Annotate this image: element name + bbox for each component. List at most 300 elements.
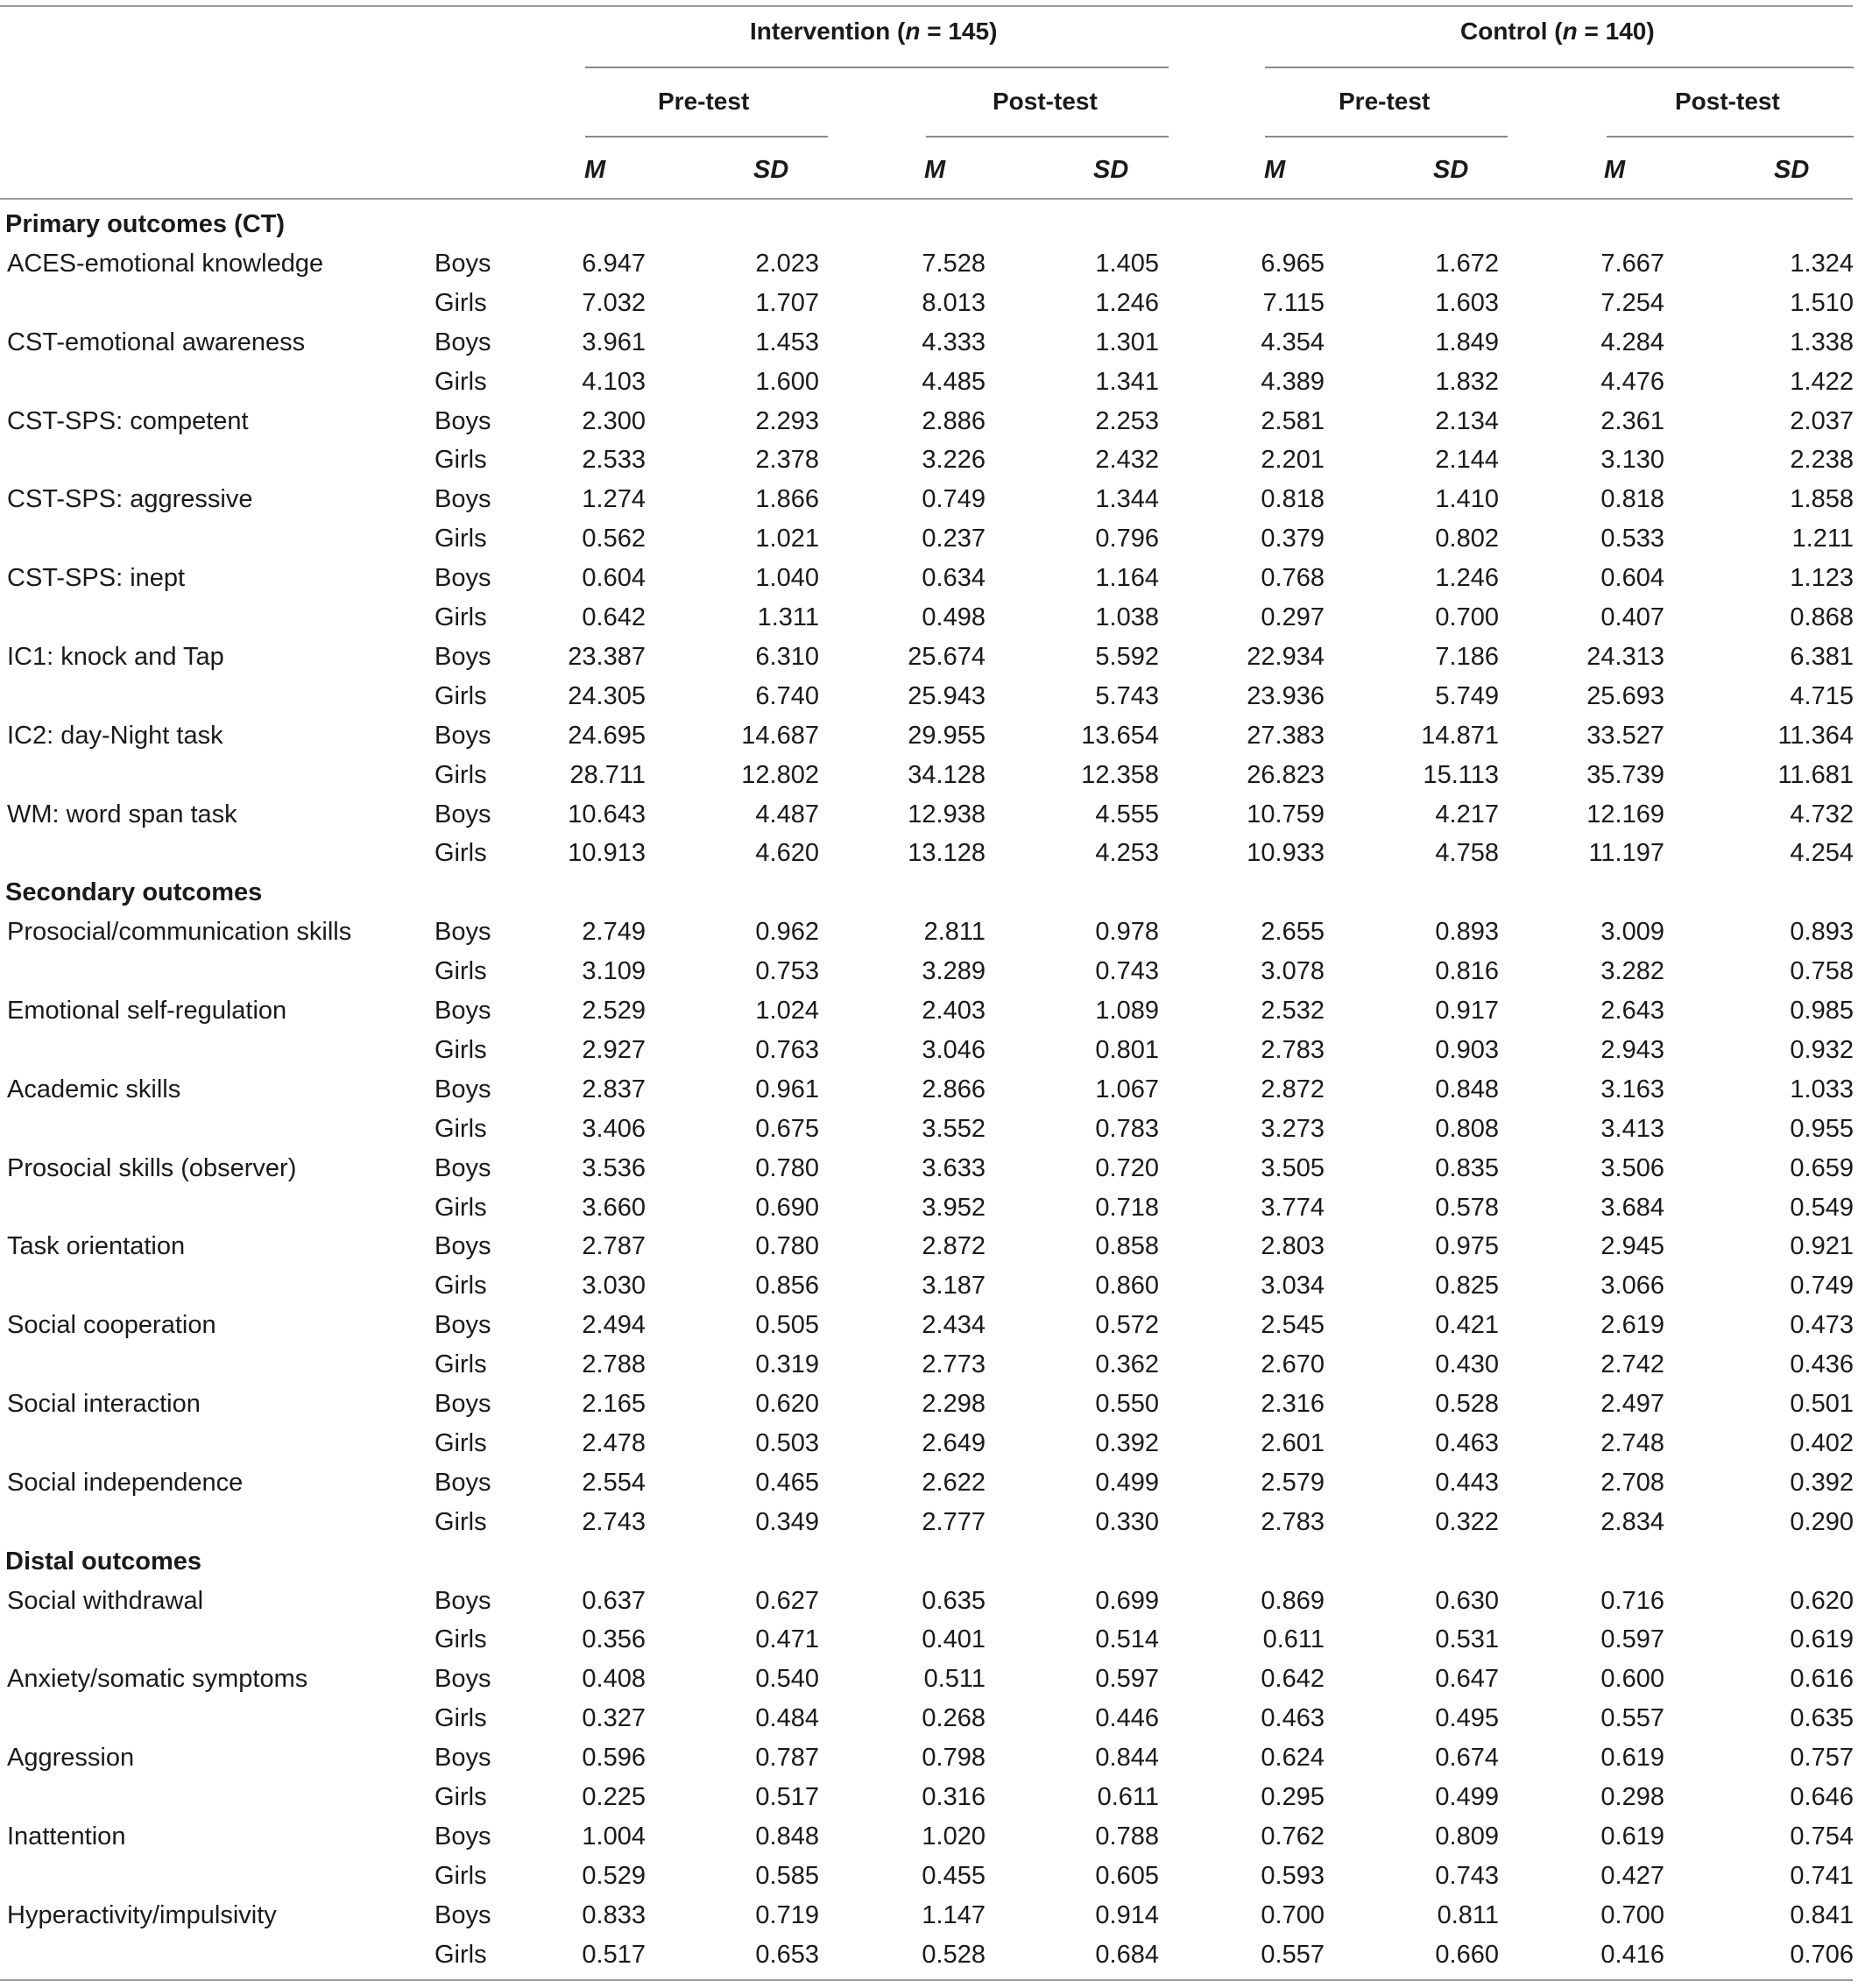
intervention-post-sd-cell: 0.978 — [1095, 918, 1159, 947]
intervention-post-sd-cell: 1.089 — [1095, 997, 1159, 1025]
control-post-sd-cell: 0.392 — [1790, 1468, 1854, 1497]
intervention-post-mean-cell: 2.866 — [922, 1075, 986, 1103]
control-pre-mean-cell: 6.965 — [1261, 249, 1325, 278]
intervention-post-mean-cell: 2.777 — [922, 1507, 986, 1536]
intervention-pre-mean-cell: 7.032 — [582, 288, 646, 317]
intervention-post-sd-cell: 0.801 — [1095, 1035, 1159, 1064]
control-label: Control ( — [1460, 18, 1563, 45]
intervention-pre-sd-cell: 2.293 — [755, 406, 819, 435]
control-post-sd-cell: 0.749 — [1790, 1272, 1854, 1301]
measure-label: Anxiety/somatic symptoms — [7, 1665, 308, 1694]
control-pre-mean-cell: 2.201 — [1261, 446, 1325, 475]
control-post-sd-cell: 1.324 — [1790, 249, 1854, 278]
control-pre-mean-cell: 22.934 — [1247, 642, 1325, 671]
intervention-post-mean-cell: 3.952 — [922, 1193, 986, 1222]
intervention-pre-sd-cell: 0.540 — [755, 1665, 819, 1694]
gender-label-girls: Girls — [434, 1272, 487, 1301]
control-post-mean-cell: 2.945 — [1600, 1232, 1664, 1261]
gender-label-boys: Boys — [434, 1822, 491, 1851]
control-post-mean-cell: 12.169 — [1586, 800, 1664, 828]
intervention-pre-mean-cell: 3.109 — [582, 957, 646, 986]
intervention-post-mean-cell: 0.316 — [922, 1783, 986, 1811]
intervention-n-value: = 145) — [920, 18, 998, 45]
intervention-post-sd-cell: 5.743 — [1095, 681, 1159, 710]
intervention-pre-mean-cell: 28.711 — [569, 760, 646, 789]
control-pre-mean-cell: 3.774 — [1261, 1193, 1325, 1222]
intervention-pre-sd-cell: 0.675 — [755, 1114, 819, 1143]
control-post-mean-cell: 35.739 — [1586, 760, 1664, 789]
intervention-post-sd-cell: 0.597 — [1095, 1665, 1159, 1694]
control-pre-mean-cell: 0.463 — [1261, 1704, 1325, 1733]
intervention-post-mean-header: M — [924, 156, 946, 184]
control-pre-mean-cell: 3.034 — [1261, 1272, 1325, 1301]
gender-label-girls: Girls — [434, 446, 487, 475]
control-pre-sd-cell: 0.463 — [1435, 1428, 1499, 1457]
control-pre-sd-cell: 0.808 — [1435, 1114, 1499, 1143]
intervention-pre-mean-cell: 1.004 — [582, 1822, 646, 1851]
measure-label: Inattention — [7, 1822, 126, 1851]
control-post-mean-cell: 3.163 — [1600, 1075, 1664, 1103]
measure-label: Social withdrawal — [7, 1586, 204, 1615]
intervention-post-sd-cell: 0.743 — [1095, 957, 1159, 986]
control-pre-mean-cell: 26.823 — [1247, 760, 1325, 789]
intervention-pre-mean-cell: 4.103 — [582, 367, 646, 396]
measure-label: CST-emotional awareness — [7, 328, 306, 356]
intervention-post-mean-cell: 0.268 — [922, 1704, 986, 1733]
control-pre-sd-cell: 0.700 — [1435, 603, 1499, 631]
control-post-sd-cell: 0.868 — [1790, 603, 1854, 631]
intervention-post-mean-cell: 34.128 — [908, 760, 986, 789]
control-post-mean-cell: 33.527 — [1586, 721, 1664, 750]
control-post-sd-cell: 0.985 — [1790, 997, 1854, 1025]
intervention-post-sd-cell: 0.860 — [1095, 1272, 1159, 1301]
gender-label-girls: Girls — [434, 1035, 487, 1064]
control-pre-mean-cell: 10.933 — [1247, 839, 1325, 868]
control-pre-mean-cell: 0.297 — [1261, 603, 1325, 631]
measure-label: CST-SPS: aggressive — [7, 485, 253, 514]
gender-label-boys: Boys — [434, 564, 491, 593]
gender-label-girls: Girls — [434, 1704, 487, 1733]
control-post-sd-cell: 4.254 — [1790, 839, 1854, 868]
intervention-pre-sd-cell: 0.503 — [755, 1428, 819, 1457]
gender-label-boys: Boys — [434, 485, 491, 514]
control-pre-sd-cell: 0.421 — [1435, 1311, 1499, 1340]
gender-label-boys: Boys — [434, 406, 491, 435]
control-pre-mean-cell: 0.624 — [1261, 1744, 1325, 1773]
gender-label-girls: Girls — [434, 367, 487, 396]
intervention-post-mean-cell: 2.872 — [922, 1232, 986, 1261]
measure-label: ACES-emotional knowledge — [7, 249, 324, 278]
control-post-mean-cell: 3.009 — [1600, 918, 1664, 947]
control-post-sd-cell: 1.033 — [1790, 1075, 1854, 1103]
intervention-pre-mean-cell: 23.387 — [568, 642, 646, 671]
control-pre-mean-cell: 0.593 — [1261, 1861, 1325, 1890]
section-heading: Secondary outcomes — [5, 878, 263, 907]
gender-label-boys: Boys — [434, 1900, 491, 1929]
gender-label-boys: Boys — [434, 997, 491, 1025]
control-group-header — [1460, 18, 1655, 46]
control-pre-mean-cell: 0.818 — [1261, 485, 1325, 514]
control-pre-sd-cell: 0.528 — [1435, 1390, 1499, 1418]
intervention-pre-sd-cell: 1.024 — [755, 997, 819, 1025]
control-pre-mean-cell: 2.532 — [1261, 997, 1325, 1025]
intervention-pre-mean-cell: 2.494 — [582, 1311, 646, 1340]
intervention-pre-mean-cell: 3.660 — [582, 1193, 646, 1222]
control-pre-sd-cell: 1.246 — [1435, 564, 1499, 593]
intervention-post-mean-cell: 2.773 — [922, 1350, 986, 1379]
intervention-post-sd-cell: 0.684 — [1095, 1940, 1159, 1969]
intervention-pre-sd-cell: 1.040 — [755, 564, 819, 593]
control-pre-sd-cell: 15.113 — [1423, 760, 1499, 789]
gender-label-boys: Boys — [434, 918, 491, 947]
control-post-mean-header: M — [1604, 156, 1626, 184]
control-post-sd-cell: 0.501 — [1790, 1390, 1854, 1418]
intervention-pre-mean-cell: 3.030 — [582, 1272, 646, 1301]
control-pre-mean-cell: 0.557 — [1261, 1940, 1325, 1969]
intervention-pre-sd-cell: 0.349 — [755, 1507, 819, 1536]
intervention-post-sd-cell: 5.592 — [1095, 642, 1159, 671]
intervention-post-mean-cell: 3.289 — [922, 957, 986, 986]
control-pre-mean-cell: 7.115 — [1262, 288, 1325, 317]
control-post-sd-cell: 1.858 — [1790, 485, 1854, 514]
control-pre-mean-cell: 0.642 — [1261, 1665, 1325, 1694]
control-pre-sd-cell: 0.825 — [1435, 1272, 1499, 1301]
intervention-pre-mean-cell: 2.927 — [582, 1035, 646, 1064]
control-group-rule — [1265, 67, 1854, 68]
control-pretest-header: Pre-test — [1339, 88, 1431, 115]
control-pre-sd-cell: 1.672 — [1435, 249, 1499, 278]
measure-label: Social independence — [7, 1468, 244, 1497]
control-post-mean-cell: 2.643 — [1600, 997, 1664, 1025]
intervention-group-rule — [585, 67, 1169, 68]
intervention-post-mean-cell: 0.237 — [922, 525, 986, 553]
control-pre-sd-cell: 0.743 — [1435, 1861, 1499, 1890]
control-post-sd-cell: 0.646 — [1790, 1783, 1854, 1811]
control-pre-mean-cell: 2.783 — [1261, 1035, 1325, 1064]
control-post-sd-cell: 0.757 — [1790, 1744, 1854, 1773]
control-post-mean-cell: 4.476 — [1600, 367, 1664, 396]
control-pre-mean-cell: 0.295 — [1261, 1783, 1325, 1811]
intervention-post-sd-cell: 0.796 — [1095, 525, 1159, 553]
gender-label-girls: Girls — [434, 1193, 487, 1222]
intervention-pretest-header: Pre-test — [658, 88, 750, 115]
gender-label-boys: Boys — [434, 1153, 491, 1182]
control-pre-sd-cell: 0.495 — [1435, 1704, 1499, 1733]
intervention-post-mean-cell: 3.552 — [922, 1114, 986, 1143]
control-n-value: = 140) — [1577, 18, 1655, 45]
control-pre-mean-cell: 0.700 — [1261, 1900, 1325, 1929]
intervention-pre-sd-cell: 0.585 — [755, 1861, 819, 1890]
control-post-mean-cell: 2.497 — [1600, 1390, 1664, 1418]
intervention-post-sd-cell: 0.446 — [1095, 1704, 1159, 1733]
measure-label: CST-SPS: competent — [7, 406, 249, 435]
intervention-post-mean-cell: 2.886 — [922, 406, 986, 435]
control-post-mean-cell: 7.667 — [1600, 249, 1664, 278]
gender-label-boys: Boys — [434, 642, 491, 671]
control-post-sd-cell: 1.422 — [1790, 367, 1854, 396]
measure-label: Social interaction — [7, 1390, 201, 1418]
intervention-post-mean-cell: 2.298 — [922, 1390, 986, 1418]
intervention-pre-sd-cell: 0.780 — [755, 1153, 819, 1182]
control-pre-sd-cell: 0.499 — [1435, 1783, 1499, 1811]
control-pre-mean-cell: 23.936 — [1247, 681, 1325, 710]
control-pre-mean-cell: 10.759 — [1247, 800, 1325, 828]
intervention-post-sd-cell: 0.844 — [1095, 1744, 1159, 1773]
gender-label-boys: Boys — [434, 1586, 491, 1615]
control-post-sd-cell: 0.402 — [1790, 1428, 1854, 1457]
intervention-post-sd-cell: 4.555 — [1095, 800, 1159, 828]
control-pre-sd-header: SD — [1433, 156, 1469, 184]
control-post-mean-cell: 0.604 — [1600, 564, 1664, 593]
intervention-pre-mean-cell: 2.837 — [582, 1075, 646, 1103]
control-pre-mean-cell: 2.579 — [1261, 1468, 1325, 1497]
control-post-sd-cell: 0.436 — [1790, 1350, 1854, 1379]
gender-label-boys: Boys — [434, 1390, 491, 1418]
measure-label: Task orientation — [7, 1232, 186, 1261]
gender-label-boys: Boys — [434, 1311, 491, 1340]
control-post-sd-cell: 0.893 — [1790, 918, 1854, 947]
intervention-pre-mean-cell: 0.327 — [582, 1704, 646, 1733]
control-post-mean-cell: 3.506 — [1600, 1153, 1664, 1182]
intervention-posttest-header: Post-test — [993, 88, 1098, 115]
intervention-post-sd-cell: 1.341 — [1095, 367, 1159, 396]
intervention-pre-sd-cell: 0.484 — [755, 1704, 819, 1733]
intervention-pre-sd-cell: 1.866 — [755, 485, 819, 514]
intervention-post-mean-cell: 0.749 — [922, 485, 986, 514]
intervention-pre-mean-cell: 0.529 — [582, 1861, 646, 1890]
control-post-mean-cell: 0.716 — [1600, 1586, 1664, 1615]
gender-label-girls: Girls — [434, 1783, 487, 1811]
intervention-post-sd-cell: 0.718 — [1095, 1193, 1159, 1222]
intervention-post-sd-cell: 0.572 — [1095, 1311, 1159, 1340]
intervention-pre-mean-cell: 2.743 — [582, 1507, 646, 1536]
intervention-pre-mean-cell: 0.604 — [582, 564, 646, 593]
intervention-post-mean-cell: 8.013 — [922, 288, 986, 317]
control-pre-mean-cell: 2.316 — [1261, 1390, 1325, 1418]
gender-label-girls: Girls — [434, 1940, 487, 1969]
control-pre-sd-cell: 2.134 — [1435, 406, 1499, 435]
intervention-post-sd-cell: 2.253 — [1095, 406, 1159, 435]
control-post-sd-cell: 1.123 — [1790, 564, 1854, 593]
intervention-pre-mean-cell: 0.408 — [582, 1665, 646, 1694]
control-post-mean-cell: 3.413 — [1600, 1114, 1664, 1143]
control-n-symbol: n — [1562, 18, 1578, 45]
control-post-mean-cell: 4.284 — [1600, 328, 1664, 356]
control-pre-sd-cell: 0.975 — [1435, 1232, 1499, 1261]
intervention-pre-mean-cell: 2.787 — [582, 1232, 646, 1261]
control-pre-sd-cell: 0.430 — [1435, 1350, 1499, 1379]
intervention-post-sd-cell: 0.499 — [1095, 1468, 1159, 1497]
measure-label: IC2: day-Night task — [7, 721, 223, 750]
gender-label-boys: Boys — [434, 721, 491, 750]
intervention-pre-mean-cell: 0.596 — [582, 1744, 646, 1773]
intervention-pre-sd-cell: 0.627 — [755, 1586, 819, 1615]
intervention-pre-sd-cell: 1.600 — [755, 367, 819, 396]
intervention-pre-sd-cell: 0.465 — [755, 1468, 819, 1497]
control-pre-sd-cell: 0.811 — [1437, 1900, 1499, 1929]
control-post-mean-cell: 7.254 — [1600, 288, 1664, 317]
intervention-posttest-rule — [926, 136, 1169, 137]
intervention-pre-mean-cell: 0.562 — [582, 525, 646, 553]
intervention-pre-sd-cell: 0.690 — [755, 1193, 819, 1222]
intervention-pre-sd-cell: 0.719 — [755, 1900, 819, 1929]
measure-label: IC1: knock and Tap — [7, 642, 224, 671]
control-pre-mean-cell: 0.869 — [1261, 1586, 1325, 1615]
control-post-mean-cell: 0.298 — [1600, 1783, 1664, 1811]
gender-label-girls: Girls — [434, 957, 487, 986]
intervention-pre-sd-cell: 0.517 — [755, 1783, 819, 1811]
intervention-post-mean-cell: 0.455 — [922, 1861, 986, 1890]
intervention-post-sd-cell: 13.654 — [1081, 721, 1159, 750]
control-pre-sd-cell: 0.848 — [1435, 1075, 1499, 1103]
measure-label: Emotional self-regulation — [7, 997, 287, 1025]
control-pre-sd-cell: 0.443 — [1435, 1468, 1499, 1497]
control-post-mean-cell: 0.818 — [1600, 485, 1664, 514]
control-post-mean-cell: 0.427 — [1600, 1861, 1664, 1890]
control-pre-mean-cell: 2.601 — [1261, 1428, 1325, 1457]
control-post-mean-cell: 3.066 — [1600, 1272, 1664, 1301]
intervention-post-sd-cell: 0.514 — [1095, 1625, 1159, 1654]
intervention-pre-sd-cell: 0.653 — [755, 1940, 819, 1969]
intervention-pre-sd-cell: 4.620 — [755, 839, 819, 868]
measure-label: Hyperactivity/impulsivity — [7, 1900, 277, 1929]
intervention-post-mean-cell: 2.403 — [922, 997, 986, 1025]
control-pre-sd-cell: 5.749 — [1435, 681, 1499, 710]
intervention-post-mean-cell: 1.020 — [922, 1822, 986, 1851]
gender-label-girls: Girls — [434, 1350, 487, 1379]
intervention-pre-sd-cell: 0.753 — [755, 957, 819, 986]
control-pre-sd-cell: 1.849 — [1435, 328, 1499, 356]
intervention-pre-sd-cell: 1.021 — [755, 525, 819, 553]
intervention-n-symbol: n — [905, 18, 921, 45]
intervention-post-sd-cell: 1.344 — [1095, 485, 1159, 514]
intervention-post-mean-cell: 0.511 — [923, 1665, 986, 1694]
control-post-sd-header: SD — [1774, 156, 1810, 184]
control-post-mean-cell: 3.130 — [1600, 446, 1664, 475]
section-heading: Distal outcomes — [5, 1547, 201, 1576]
intervention-post-sd-cell: 0.550 — [1095, 1390, 1159, 1418]
control-post-mean-cell: 0.600 — [1600, 1665, 1664, 1694]
intervention-pretest-rule — [585, 136, 828, 137]
control-post-mean-cell: 2.748 — [1600, 1428, 1664, 1457]
intervention-post-sd-cell: 0.330 — [1095, 1507, 1159, 1536]
control-post-sd-cell: 0.635 — [1790, 1704, 1854, 1733]
intervention-pre-mean-cell: 24.305 — [568, 681, 646, 710]
intervention-pre-sd-cell: 14.687 — [741, 721, 819, 750]
control-pretest-rule — [1265, 136, 1508, 137]
intervention-pre-mean-cell: 3.961 — [582, 328, 646, 356]
intervention-pre-sd-cell: 0.856 — [755, 1272, 819, 1301]
intervention-post-sd-cell: 0.788 — [1095, 1822, 1159, 1851]
control-pre-sd-cell: 0.835 — [1435, 1153, 1499, 1182]
intervention-post-sd-cell: 0.611 — [1097, 1783, 1159, 1811]
gender-label-boys: Boys — [434, 800, 491, 828]
control-pre-mean-cell: 2.803 — [1261, 1232, 1325, 1261]
intervention-post-sd-cell: 1.067 — [1095, 1075, 1159, 1103]
control-pre-sd-cell: 1.832 — [1435, 367, 1499, 396]
control-pre-sd-cell: 1.410 — [1435, 485, 1499, 514]
intervention-pre-sd-cell: 1.311 — [757, 603, 819, 631]
control-post-sd-cell: 0.620 — [1790, 1586, 1854, 1615]
intervention-pre-sd-cell: 0.505 — [755, 1311, 819, 1340]
control-post-sd-cell: 0.290 — [1790, 1507, 1854, 1536]
control-pre-mean-cell: 2.872 — [1261, 1075, 1325, 1103]
intervention-pre-mean-cell: 0.225 — [582, 1783, 646, 1811]
control-pre-mean-cell: 0.768 — [1261, 564, 1325, 593]
control-post-mean-cell: 24.313 — [1586, 642, 1664, 671]
intervention-post-mean-cell: 7.528 — [922, 249, 986, 278]
intervention-pre-sd-cell: 0.962 — [755, 918, 819, 947]
intervention-post-mean-cell: 0.528 — [922, 1940, 986, 1969]
control-pre-mean-cell: 2.545 — [1261, 1311, 1325, 1340]
intervention-pre-mean-cell: 0.833 — [582, 1900, 646, 1929]
gender-label-boys: Boys — [434, 1665, 491, 1694]
control-post-sd-cell: 0.659 — [1790, 1153, 1854, 1182]
control-post-mean-cell: 0.533 — [1600, 525, 1664, 553]
intervention-pre-mean-cell: 2.788 — [582, 1350, 646, 1379]
intervention-post-sd-cell: 1.038 — [1095, 603, 1159, 631]
intervention-post-sd-cell: 4.253 — [1095, 839, 1159, 868]
gender-label-girls: Girls — [434, 1114, 487, 1143]
control-pre-sd-cell: 0.578 — [1435, 1193, 1499, 1222]
intervention-post-sd-header: SD — [1093, 156, 1129, 184]
intervention-pre-mean-cell: 0.356 — [582, 1625, 646, 1654]
gender-label-boys: Boys — [434, 1075, 491, 1103]
intervention-post-sd-cell: 0.720 — [1095, 1153, 1159, 1182]
measure-label: Prosocial skills (observer) — [7, 1153, 297, 1182]
intervention-post-mean-cell: 3.633 — [922, 1153, 986, 1182]
control-post-sd-cell: 0.549 — [1790, 1193, 1854, 1222]
intervention-post-mean-cell: 4.485 — [922, 367, 986, 396]
control-pre-sd-cell: 0.893 — [1435, 918, 1499, 947]
intervention-post-mean-cell: 25.943 — [908, 681, 986, 710]
intervention-post-mean-cell: 2.811 — [923, 918, 986, 947]
intervention-pre-mean-cell: 3.536 — [582, 1153, 646, 1182]
gender-label-boys: Boys — [434, 1468, 491, 1497]
control-posttest-rule — [1607, 136, 1854, 137]
control-pre-mean-cell: 0.611 — [1262, 1625, 1325, 1654]
intervention-pre-sd-cell: 0.961 — [755, 1075, 819, 1103]
control-post-sd-cell: 2.238 — [1790, 446, 1854, 475]
bottom-rule — [0, 1979, 1853, 1981]
intervention-pre-mean-cell: 2.478 — [582, 1428, 646, 1457]
control-pre-sd-cell: 0.647 — [1435, 1665, 1499, 1694]
top-rule — [0, 5, 1853, 7]
control-pre-sd-cell: 0.917 — [1435, 997, 1499, 1025]
gender-label-girls: Girls — [434, 288, 487, 317]
intervention-pre-mean-cell: 2.533 — [582, 446, 646, 475]
intervention-pre-sd-cell: 1.453 — [755, 328, 819, 356]
control-post-sd-cell: 1.338 — [1790, 328, 1854, 356]
control-pre-sd-cell: 14.871 — [1421, 721, 1499, 750]
intervention-post-mean-cell: 1.147 — [922, 1900, 986, 1929]
intervention-post-sd-cell: 2.432 — [1095, 446, 1159, 475]
control-post-sd-cell: 0.758 — [1790, 957, 1854, 986]
intervention-pre-sd-cell: 0.620 — [755, 1390, 819, 1418]
intervention-post-sd-cell: 1.405 — [1095, 249, 1159, 278]
control-pre-mean-cell: 2.783 — [1261, 1507, 1325, 1536]
control-pre-mean-cell: 2.670 — [1261, 1350, 1325, 1379]
intervention-post-sd-cell: 0.605 — [1095, 1861, 1159, 1890]
control-pre-sd-cell: 0.903 — [1435, 1035, 1499, 1064]
intervention-pre-sd-cell: 0.763 — [755, 1035, 819, 1064]
control-post-sd-cell: 2.037 — [1790, 406, 1854, 435]
measure-label: WM: word span task — [7, 800, 237, 828]
control-pre-sd-cell: 0.322 — [1435, 1507, 1499, 1536]
intervention-pre-sd-cell: 2.023 — [755, 249, 819, 278]
gender-label-girls: Girls — [434, 760, 487, 789]
intervention-post-mean-cell: 13.128 — [908, 839, 986, 868]
